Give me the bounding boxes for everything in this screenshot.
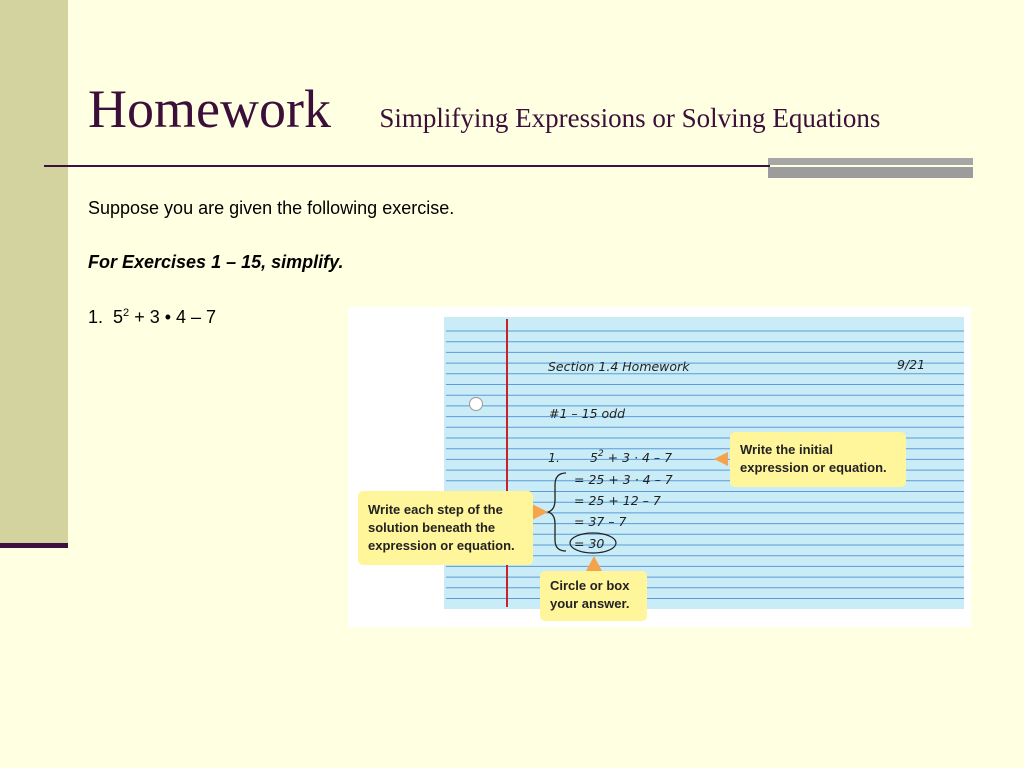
title-row	[88, 78, 880, 140]
slide-subtitle: Simplifying Expressions or Solving Equations	[379, 103, 881, 133]
notebook-assignment: #1 – 15 odd	[549, 406, 626, 421]
notebook-step-2: = 25 + 12 – 7	[574, 493, 661, 508]
notebook-header-right: 9/21	[897, 357, 926, 372]
callout-answer-line2: your answer.	[550, 596, 630, 611]
exercise-rest: + 3 • 4 – 7	[134, 307, 217, 327]
title-accent-stripes	[768, 158, 973, 178]
title-divider	[44, 165, 770, 167]
exercise-number: 1.	[88, 307, 104, 327]
left-accent-cap	[0, 543, 68, 548]
notebook-problem-base: 5	[590, 450, 598, 465]
left-accent-bar	[0, 0, 68, 546]
exercise-base: 5	[113, 307, 124, 327]
accent-stripe-top	[768, 158, 973, 165]
callout-steps-line3: expression or equation.	[368, 538, 515, 553]
slide-title: Homework	[88, 79, 331, 139]
exercise-exponent: 2	[123, 307, 130, 319]
intro-text: Suppose you are given the following exercise.	[88, 198, 455, 218]
hole-punch-icon	[470, 398, 483, 411]
notebook-header-left: Section 1.4 Homework	[548, 359, 690, 374]
callout-steps-line2: solution beneath the	[368, 520, 496, 535]
notebook-step-4: = 30	[574, 536, 605, 551]
callout-answer-line1: Circle or box	[550, 578, 630, 593]
accent-stripe-bottom	[768, 167, 973, 178]
notebook-figure	[348, 307, 971, 627]
notebook-illustration	[348, 307, 971, 627]
callout-initial-line2: expression or equation.	[740, 460, 887, 475]
notebook-problem-number: 1.	[548, 450, 560, 465]
callout-steps-line1: Write each step of the	[368, 502, 503, 517]
exercise-text	[88, 307, 216, 328]
notebook-problem-exponent: 2	[597, 449, 604, 459]
notebook-step-1: = 25 + 3 · 4 – 7	[574, 472, 673, 487]
instruction-text: For Exercises 1 – 15, simplify.	[88, 252, 344, 272]
callout-initial-line1: Write the initial	[740, 442, 833, 457]
notebook-step-3: = 37 – 7	[574, 514, 627, 529]
notebook-problem-rest: + 3 · 4 – 7	[603, 450, 673, 465]
